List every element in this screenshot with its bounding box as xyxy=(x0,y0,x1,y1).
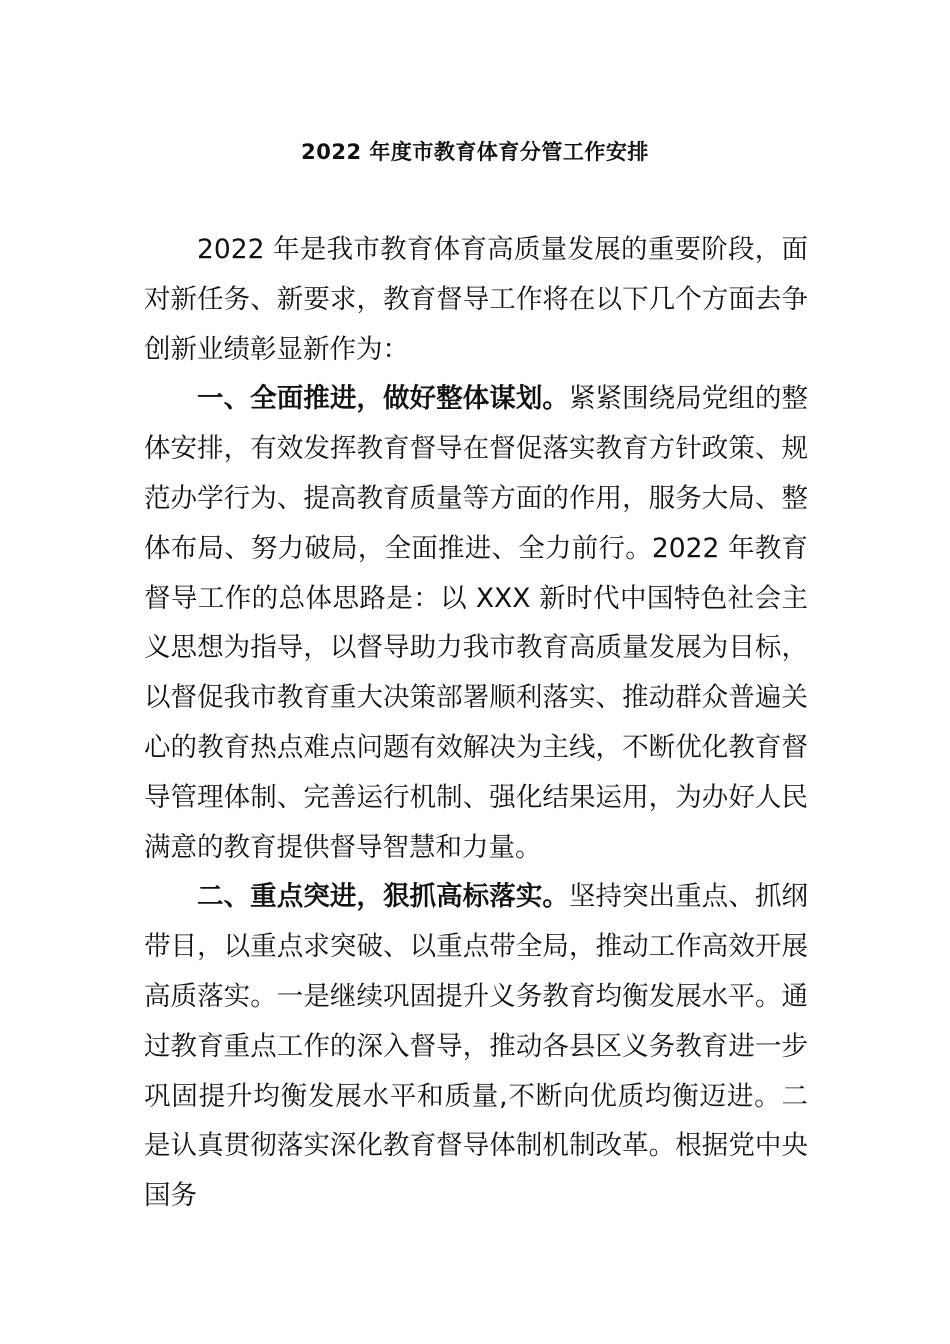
paragraph-section-1 xyxy=(144,374,808,872)
document-body xyxy=(144,225,808,1221)
paragraph-text: 2022 年是我市教育体育高质量发展的重要阶段，面对新任务、新要求，教育督导工作将在以下几个方面去争创新业绩彰显新作为： xyxy=(144,234,808,365)
paragraph-section-2 xyxy=(144,872,808,1221)
paragraph-intro xyxy=(144,225,808,374)
paragraph-text: 坚持突出重点、抓纲带目，以重点求突破、以重点带全局，推动工作高效开展高质落实。一是继续巩固提升义务教育均衡发展水平。通过教育重点工作的深入督导，推动各县区义务教育进一步巩固提升均衡发展水平和质量,不断向优质均衡迈进。二是认真贯彻落实深化教育督导体制机制改革。根据党中央国务 xyxy=(144,881,809,1212)
paragraph-text: 紧紧围绕局党组的整体安排，有效发挥教育督导在督促落实教育方针政策、规范办学行为、提高教育质量等方面的作用，服务大局、整体布局、努力破局，全面推进、全力前行。2022 年教育督导工作的总体思路是：以 XXX 新时代中国特色社会主义思想为指导，以督导助力我市教育高质量发展为目标，以督促我市教育重大决策部署顺利落实、推动群众普遍关心的教育热点难点问题有效解决为主线，不断优化教育督导管理体制、完善运行机制、强化结果运用，为办好人民满意的教育提供督导智慧和力量。 xyxy=(144,383,809,863)
section-heading: 二、重点突进，狠抓高标落实。 xyxy=(197,881,569,913)
document-title: 2022 年度市教育体育分管工作安排 xyxy=(301,140,649,164)
section-heading: 一、全面推进，做好整体谋划。 xyxy=(197,383,569,415)
